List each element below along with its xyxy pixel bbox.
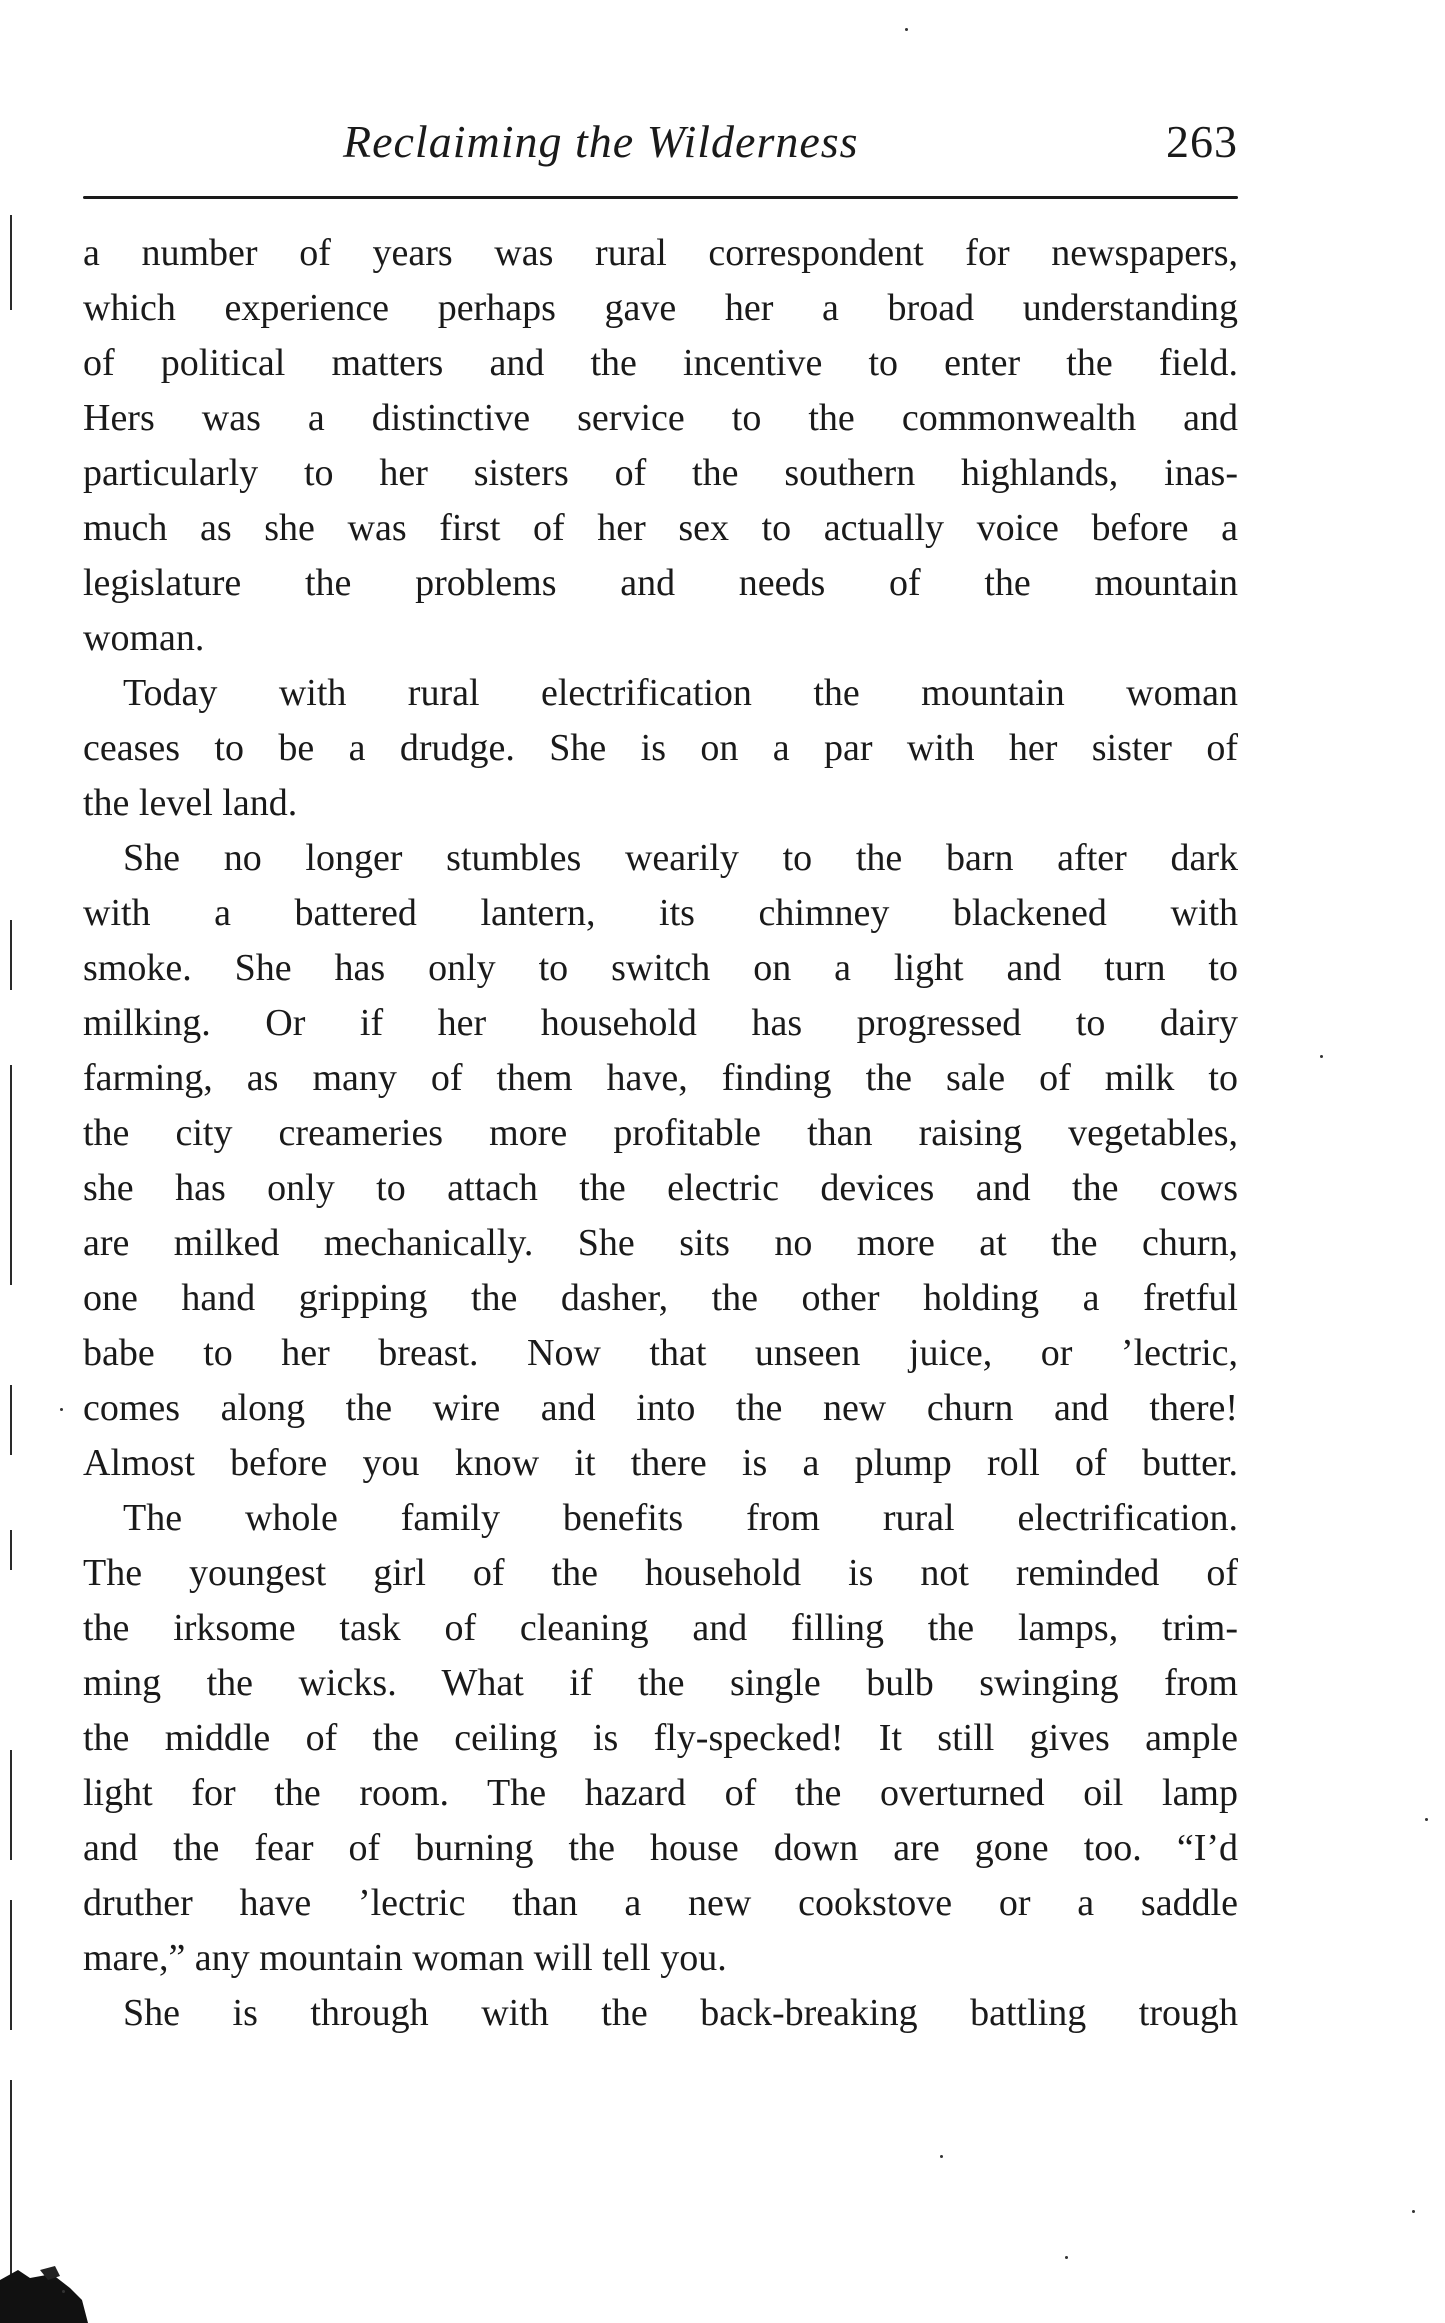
text-line: The whole family benefits from rural electrification.	[123, 1497, 1238, 1539]
scan-margin-mark	[10, 1750, 12, 1860]
scan-speck	[1412, 2210, 1415, 2213]
text-line: Hers was a distinctive service to the commonwealth and	[83, 397, 1238, 439]
text-line: of political matters and the incentive to enter the field.	[83, 342, 1238, 384]
text-line: Almost before you know it there is a plump roll of butter.	[83, 1442, 1238, 1484]
text-line: the level land.	[83, 782, 298, 824]
text-line: and the fear of burning the house down are gone too. “I’d	[83, 1827, 1238, 1869]
body-text	[83, 226, 1238, 2041]
text-line: The youngest girl of the household is not reminded of	[83, 1552, 1238, 1594]
text-line: ming the wicks. What if the single bulb swinging from	[83, 1662, 1238, 1704]
text-line: with a battered lantern, its chimney blackened with	[83, 892, 1238, 934]
text-line: She is through with the back-breaking battling trough	[123, 1992, 1238, 2034]
text-line: mare,” any mountain woman will tell you.	[83, 1937, 727, 1979]
text-line: comes along the wire and into the new churn and there!	[83, 1387, 1238, 1429]
text-line: light for the room. The hazard of the overturned oil lamp	[83, 1772, 1238, 1814]
scan-corner-blot	[0, 2240, 90, 2323]
scan-margin-mark	[10, 1065, 12, 1285]
scan-margin-mark	[10, 1530, 12, 1570]
scan-speck	[1425, 1818, 1428, 1821]
text-line: the city creameries more profitable than raising vegetables,	[83, 1112, 1238, 1154]
scan-speck	[1065, 2256, 1068, 2259]
text-line: babe to her breast. Now that unseen juice, or ’lectric,	[83, 1332, 1238, 1374]
text-line: milking. Or if her household has progressed to dairy	[83, 1002, 1238, 1044]
scan-speck	[940, 2155, 943, 2158]
text-line: much as she was first of her sex to actually voice before a	[83, 507, 1238, 549]
text-line: she has only to attach the electric devices and the cows	[83, 1167, 1238, 1209]
text-line: particularly to her sisters of the southern highlands, inas-	[83, 452, 1238, 494]
text-line: druther have ’lectric than a new cookstove or a saddle	[83, 1882, 1238, 1924]
text-line: farming, as many of them have, finding the sale of milk to	[83, 1057, 1238, 1099]
scan-speck	[60, 1408, 63, 1411]
running-title: Reclaiming the Wilderness	[343, 116, 859, 167]
text-line: smoke. She has only to switch on a light and turn to	[83, 947, 1238, 989]
text-line: Today with rural electrification the mountain woman	[123, 672, 1238, 714]
text-line: ceases to be a drudge. She is on a par with her sister of	[83, 727, 1238, 769]
header-rule	[83, 196, 1238, 199]
scan-speck	[62, 2290, 65, 2293]
text-line: She no longer stumbles wearily to the barn after dark	[123, 837, 1238, 879]
scan-margin-mark	[10, 1385, 12, 1455]
text-line: are milked mechanically. She sits no more at the churn,	[83, 1222, 1238, 1264]
scan-speck	[1320, 1055, 1323, 1058]
text-line: one hand gripping the dasher, the other holding a fretful	[83, 1277, 1238, 1319]
text-line: woman.	[83, 617, 205, 659]
text-line: the irksome task of cleaning and filling the lamps, trim-	[83, 1607, 1238, 1649]
text-line: a number of years was rural correspondent for newspapers,	[83, 232, 1238, 274]
text-line: which experience perhaps gave her a broad understanding	[83, 287, 1238, 329]
scan-speck	[905, 28, 908, 31]
scan-margin-mark	[10, 920, 12, 990]
text-line: legislature the problems and needs of the mountain	[83, 562, 1238, 604]
scan-margin-mark	[10, 1900, 12, 2030]
running-head	[83, 112, 1238, 172]
page-number: 263	[1166, 116, 1238, 167]
text-line: the middle of the ceiling is fly-specked! It still gives ample	[83, 1717, 1238, 1759]
scan-margin-mark	[10, 215, 12, 310]
